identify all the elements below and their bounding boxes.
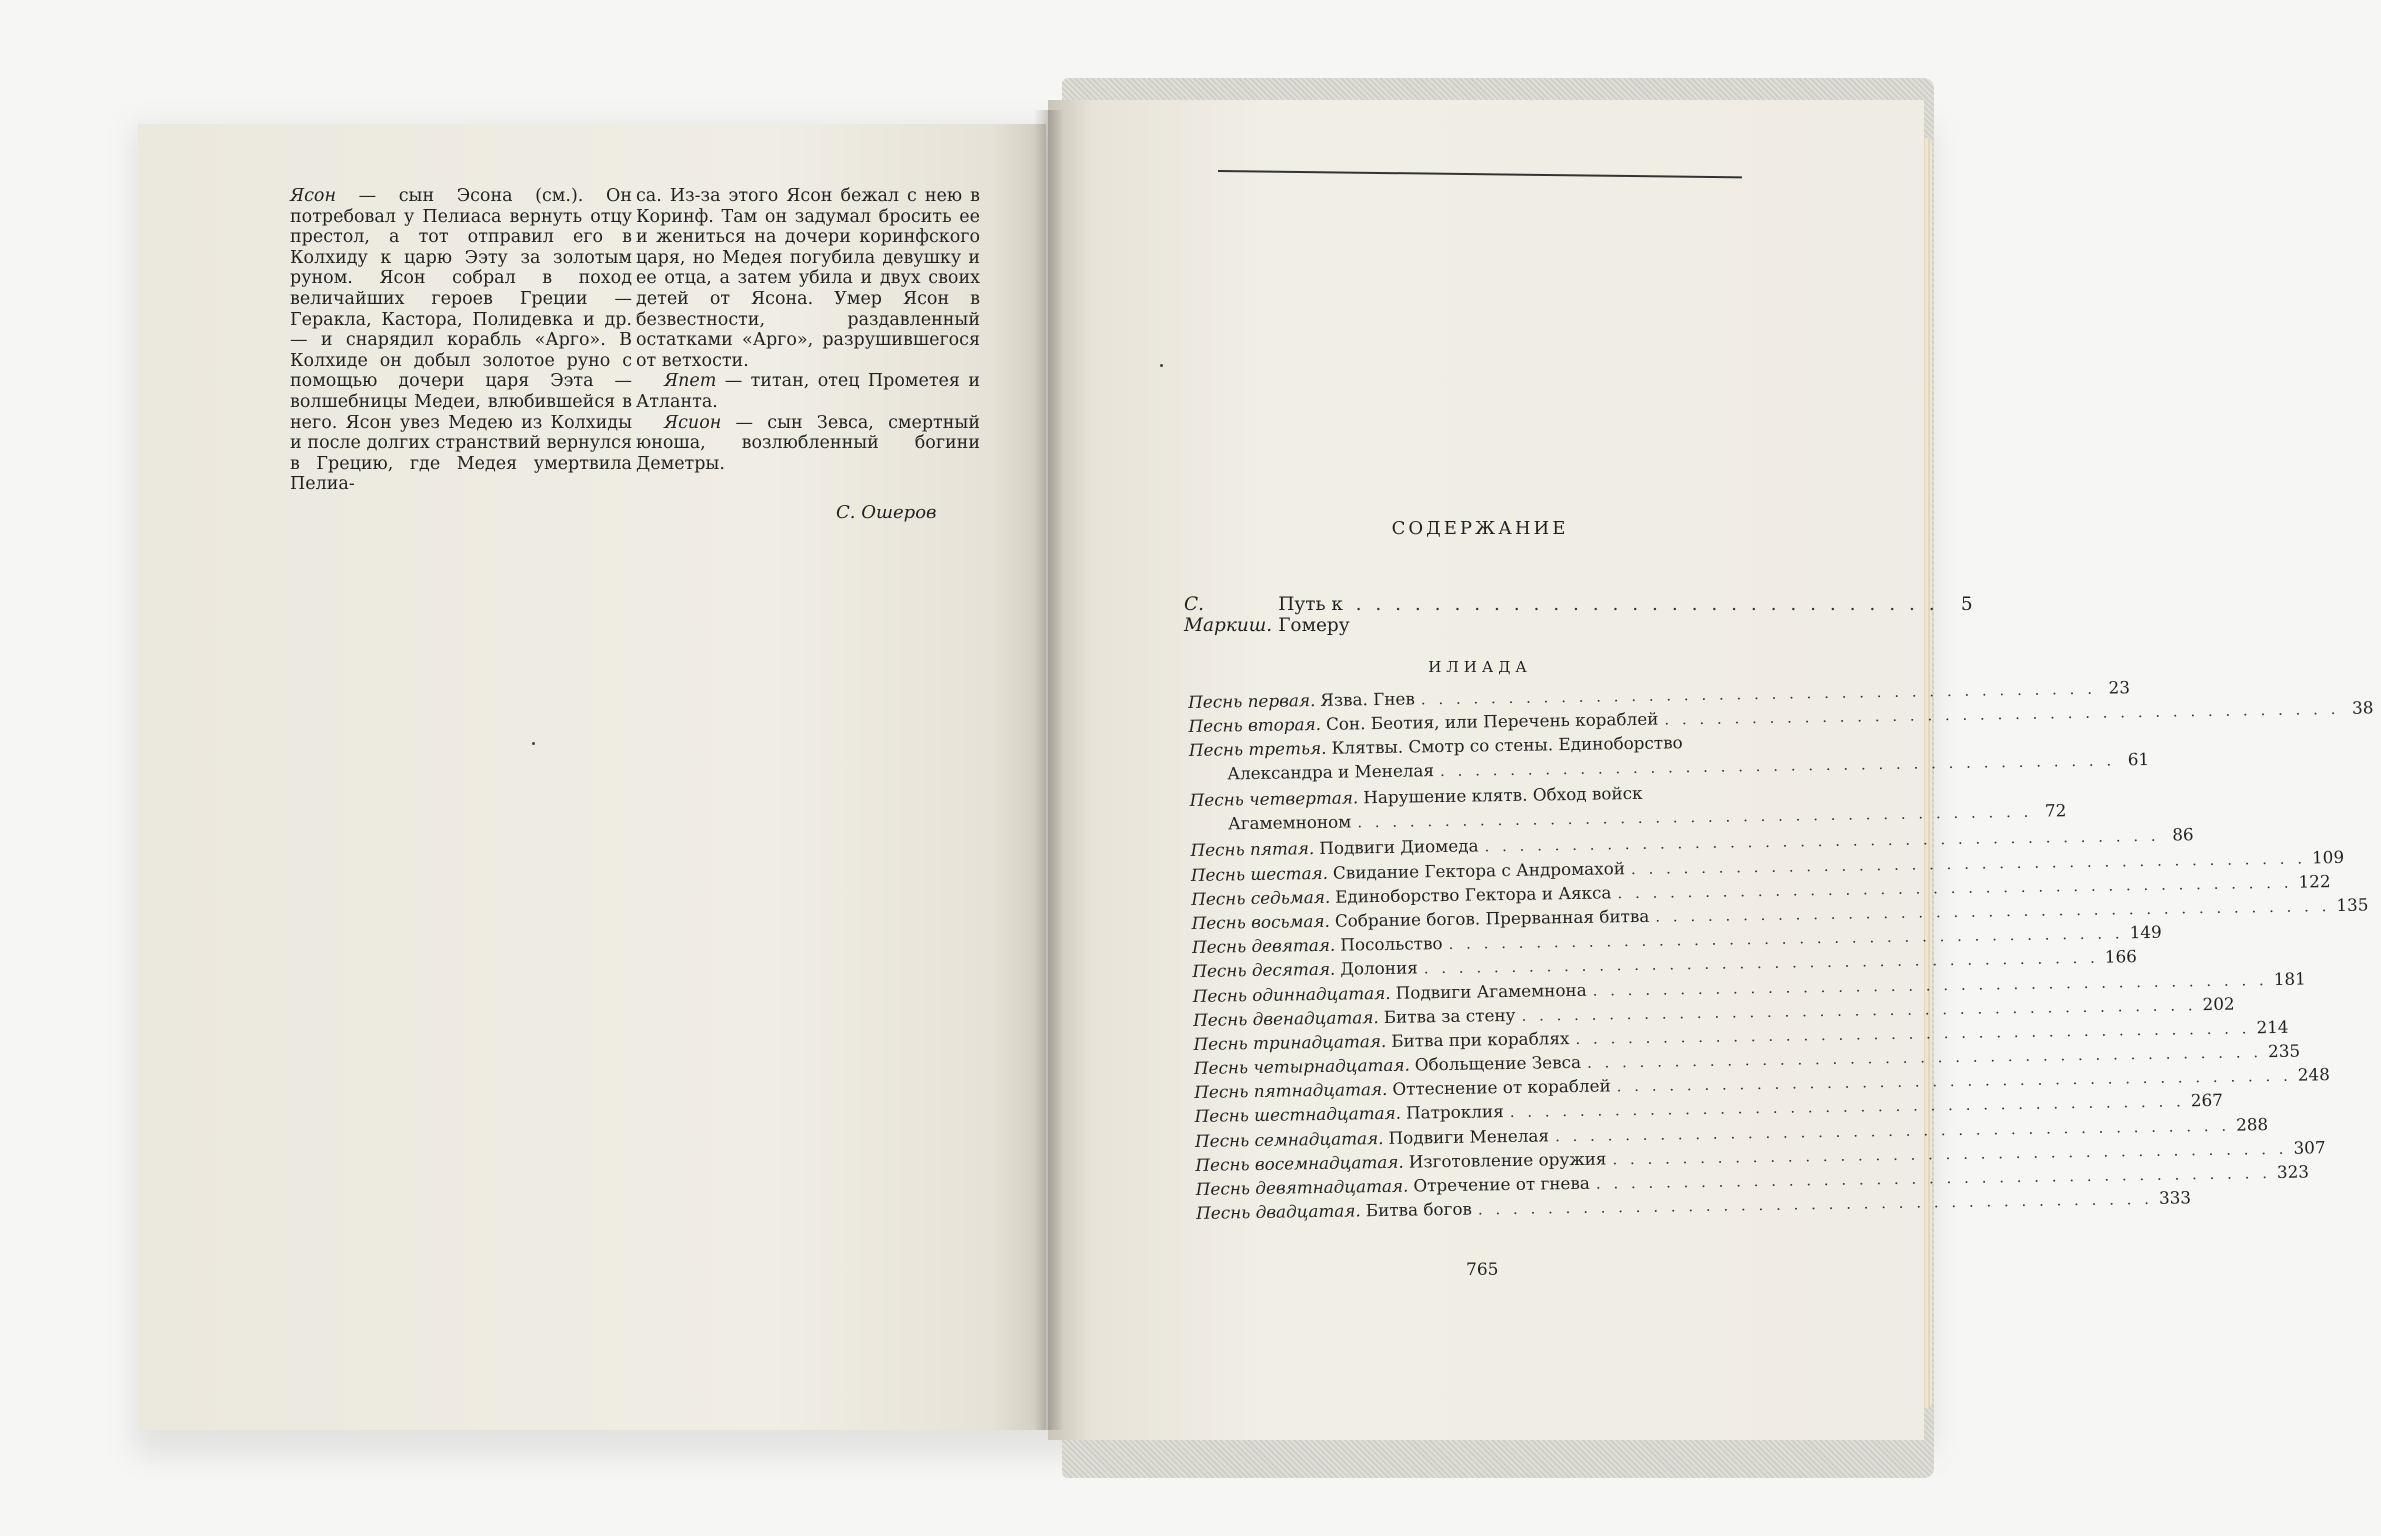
toc-entry-title: Патроклия bbox=[1405, 1101, 1504, 1124]
toc-entry-title: Подвиги Агамемнона bbox=[1395, 979, 1587, 1003]
leader-dots: . . . . . . . . . . . . . . . . . . . . . . . . . . . . . . . . . . . . . . . bbox=[1448, 924, 2124, 954]
toc-list bbox=[1188, 677, 2374, 1227]
toc-entry-title: Язва. Гнев bbox=[1320, 688, 1415, 710]
toc-entry-title: Битва при кораблях bbox=[1391, 1027, 1570, 1051]
toc-entry-song: Песнь двадцатая. bbox=[1196, 1200, 1361, 1224]
toc-entry-song: Песнь восьмая. bbox=[1191, 910, 1331, 933]
toc-entry-page: 72 bbox=[2044, 800, 2067, 821]
paper-speck bbox=[1160, 364, 1163, 367]
leader-dots: . . . . . . . . . . . . . . . . . . . . . . . . . . . . . . . . . . . . . . . bbox=[1477, 1190, 2154, 1219]
toc-entry-title: Подвиги Менелая bbox=[1388, 1125, 1550, 1148]
toc-entry-song: Песнь восемнадцатая. bbox=[1195, 1151, 1404, 1175]
toc-entry-song: Песнь пятнадцатая. bbox=[1194, 1079, 1388, 1103]
toc-entry[interactable] bbox=[1189, 782, 2067, 841]
toc-entry-page: 166 bbox=[2104, 946, 2138, 967]
toc-entry-page: 202 bbox=[2202, 993, 2235, 1014]
leader-dots: . . . . . . . . . . . . . . . . . . . . . . . . . . . . . . . . . . . . . . . bbox=[1575, 1019, 2251, 1048]
toc-entry-song: Песнь шестая. bbox=[1190, 862, 1329, 885]
leader-dots: . . . . . . . . . . . . . . . . . . . . . . . . . . . . . . . . . . . . . . . bbox=[1655, 897, 2331, 926]
toc-entry-title: Единоборство Гектора и Аякса bbox=[1335, 882, 1612, 907]
toc-entry-page: 135 bbox=[2336, 894, 2369, 915]
leader-dots: . . . . . . . . . . . . . . . . . . . . . . . . . . . . . . . . . . . . . . . bbox=[1595, 1164, 2272, 1193]
toc-entry-page: 214 bbox=[2256, 1016, 2289, 1038]
toc-entry-song: Песнь девятая. bbox=[1191, 934, 1336, 958]
toc-entry-song: Песнь девятнадцатая. bbox=[1195, 1175, 1409, 1199]
toc-entry-page: 248 bbox=[2297, 1064, 2330, 1085]
toc-entry-song: Песнь семнадцатая. bbox=[1194, 1127, 1384, 1151]
toc-entry-title-continued: Агамемноном bbox=[1227, 811, 1352, 834]
leader-dots: . . . . . . . . . . . . . . . . . . . . . . . . . . . . . . . . . . . . . . . bbox=[1439, 751, 2116, 781]
leader-dots: . . . . . . . . . . . . . . . . . . . . . . . . . . . . . . . . . . . . . . . bbox=[1521, 995, 2197, 1025]
leader-dots: . . . . . . . . . . . . . . . . . . . . . . . . . . . . . . . . . . . . . . . bbox=[1592, 970, 2268, 1000]
leader-dots: . . . . . . . . . . . . . . . . . . . . . . . . . . . . . . . . . . . . . . . bbox=[1357, 803, 2033, 832]
article-signature: С. Ошеров bbox=[836, 502, 937, 523]
leader-dots: . . . . . . . . . . . . . . . . . . . . . . . . . . . . . . . . . . . . . . . bbox=[1617, 873, 2293, 903]
toc-entry-page: 61 bbox=[2127, 749, 2150, 770]
toc-entry-title: Посольство bbox=[1340, 933, 1443, 955]
glossary-definition: — сын Эсона (см.). Он потребовал у Пелиаса вернуть отцу престол, а тот отправил его в Колхиду к царю Ээту за золотым руном. Ясон собрал в поход величайших героев Греции — Геракла, Кастора, Полидевка и др.— и снарядил корабль «Арго». В Колхиде он добыл золотое руно с помощью дочери царя Ээта — волшебницы Медеи, влюбившейся в него. Ясон увез Медею из Колхиды и после долгих странствий вернулся в Грецию, где Медея умертвила Пелиа- bbox=[290, 186, 632, 495]
toc-entry-page: 38 bbox=[2351, 697, 2374, 718]
glossary-paragraph bbox=[636, 371, 980, 412]
toc-entry-page: 323 bbox=[2276, 1161, 2310, 1182]
glossary-definition: — сын Зевса, смертный юноша, возлюбленный богини Деметры. bbox=[636, 412, 980, 474]
toc-entry-title: Оттеснение от кораблей bbox=[1392, 1075, 1611, 1100]
toc-entry-song: Песнь шестнадцатая. bbox=[1194, 1103, 1402, 1127]
section-title: ИЛИАДА bbox=[1428, 658, 1532, 676]
intro-title: Путь к Гомеру bbox=[1278, 594, 1350, 636]
toc-entry-song: Песнь пятая. bbox=[1190, 838, 1315, 861]
toc-entry-song: Песнь четырнадцатая. bbox=[1193, 1054, 1410, 1079]
toc-entry-page: 181 bbox=[2273, 967, 2306, 989]
toc-entry-title: Сон. Беотия, или Перечень кораблей bbox=[1325, 708, 1659, 735]
glossary-column-2 bbox=[636, 186, 980, 474]
toc-entry-title: Собрание богов. Прерванная битва bbox=[1334, 905, 1650, 931]
toc-entry-title: Нарушение клятв. Обход войск bbox=[1363, 783, 1643, 808]
toc-entry[interactable] bbox=[1188, 732, 2150, 791]
leader-dots: . . . . . . . . . . . . . . . . . . . . . . . . . . . . . . . . . . . . . . . bbox=[1586, 1043, 2263, 1072]
toc-entry-title: Свидание Гектора с Андромахой bbox=[1332, 857, 1626, 883]
toc-entry-page: 23 bbox=[2108, 677, 2131, 698]
toc-entry-title: Подвиги Диомеда bbox=[1319, 835, 1479, 859]
toc-entry-song: Песнь вторая. bbox=[1188, 714, 1322, 737]
toc-entry-page: 149 bbox=[2129, 921, 2162, 943]
toc-entry-title: Долония bbox=[1340, 957, 1418, 979]
leader-dots: . . . . . . . . . . . . . . . . . . . . . . . . . . . . . . . . . . . . . . . bbox=[1554, 1116, 2231, 1145]
leader-dots: . . . . . . . . . . . . . . . . . . . . . . . . . . . . . . . . . . . . . . . bbox=[1664, 700, 2340, 729]
leader-dots: . . . . . . . . . . . . . . . . . . . . . . . . . . . . . . . . . . . . . . . bbox=[1420, 679, 2097, 709]
toc-heading: СОДЕРЖАНИЕ bbox=[1391, 518, 1569, 539]
leader-dots: . . . . . . . . . . . . . . . . . . . . . . . . . . . . . . bbox=[1355, 594, 1939, 615]
glossary-term: Япет bbox=[664, 371, 717, 392]
toc-entry-page: 109 bbox=[2311, 846, 2345, 867]
toc-entry-page: 235 bbox=[2267, 1040, 2301, 1062]
toc-entry-song: Песнь первая. bbox=[1188, 690, 1316, 712]
toc-entry-title: Обольщение Зевса bbox=[1414, 1051, 1582, 1075]
toc-entry-page: 333 bbox=[2158, 1187, 2192, 1208]
leader-dots: . . . . . . . . . . . . . . . . . . . . . . . . . . . . . . . . . . . . . . . bbox=[1484, 827, 2160, 856]
glossary-column-1 bbox=[290, 186, 632, 495]
toc-entry-title: Битва богов bbox=[1365, 1198, 1473, 1221]
leader-dots: . . . . . . . . . . . . . . . . . . . . . . . . . . . . . . . . . . . . . . . bbox=[1509, 1092, 2185, 1122]
toc-entry-song: Песнь двенадцатая. bbox=[1192, 1006, 1379, 1030]
toc-intro-entry[interactable] bbox=[1184, 594, 1973, 636]
glossary-term: Ясон bbox=[290, 186, 336, 206]
toc-entry-page: 307 bbox=[2293, 1137, 2326, 1158]
toc-entry-page: 122 bbox=[2298, 870, 2331, 892]
toc-entry-title: Клятвы. Смотр со стены. Единоборство bbox=[1331, 732, 1683, 759]
leader-dots: . . . . . . . . . . . . . . . . . . . . . . . . . . . . . . . . . . . . . . . bbox=[1423, 949, 2099, 978]
glossary-paragraph bbox=[636, 413, 980, 475]
toc-entry-song: Песнь тринадцатая. bbox=[1193, 1030, 1387, 1054]
glossary-paragraph bbox=[290, 186, 632, 495]
intro-page-number: 5 bbox=[1960, 594, 1973, 615]
toc-entry-title: Отречение от гнева bbox=[1413, 1172, 1591, 1196]
toc-entry-page: 288 bbox=[2235, 1113, 2269, 1135]
paper-speck bbox=[532, 742, 535, 745]
page-number: 765 bbox=[1466, 1260, 1499, 1280]
toc-entry-title: Изготовление оружия bbox=[1408, 1148, 1607, 1172]
toc-entry-page: 267 bbox=[2190, 1090, 2223, 1111]
glossary-paragraph bbox=[636, 186, 980, 371]
toc-entry-song: Песнь седьмая. bbox=[1191, 886, 1331, 909]
toc-entry-song: Песнь третья. bbox=[1188, 738, 1327, 761]
glossary-term: Ясион bbox=[664, 412, 722, 433]
leader-dots: . . . . . . . . . . . . . . . . . . . . . . . . . . . . . . . . . . . . . . . bbox=[1612, 1139, 2288, 1169]
leader-dots: . . . . . . . . . . . . . . . . . . . . . . . . . . . . . . . . . . . . . . . bbox=[1630, 849, 2307, 878]
toc-entry-song: Песнь десятая. bbox=[1192, 959, 1336, 982]
glossary-definition: — титан, отец Прометея и Атланта. bbox=[636, 371, 980, 412]
toc-entry-title-continued: Александра и Менелая bbox=[1227, 760, 1435, 784]
toc-entry-song: Песнь четвертая. bbox=[1189, 787, 1359, 811]
toc-entry-continuation bbox=[1190, 800, 2067, 834]
toc-entry-title: Битва за стену bbox=[1383, 1004, 1516, 1027]
intro-author: С. Маркиш. bbox=[1184, 594, 1273, 636]
toc-entry-song: Песнь одиннадцатая. bbox=[1192, 982, 1391, 1006]
glossary-definition: са. Из-за этого Ясон бежал с нею в Коринф. Там он задумал бросить ее и жениться на дочери коринфского царя, но Медея погубила девушку и ее отца, а затем убила и двух своих детей от Ясона. Умер Ясон в безвестности, раздавленный остатками «Арго», разрушившегося от ветхости. bbox=[636, 186, 980, 371]
book-spine-gutter bbox=[1034, 110, 1064, 1430]
toc-entry-page: 86 bbox=[2172, 824, 2194, 845]
leader-dots: . . . . . . . . . . . . . . . . . . . . . . . . . . . . . . . . . . . . . . . bbox=[1616, 1066, 2292, 1096]
